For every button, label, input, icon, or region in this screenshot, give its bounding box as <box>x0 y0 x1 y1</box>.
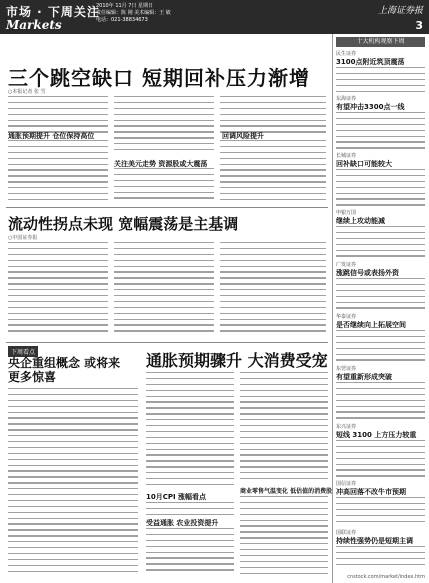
lead-headline: 三个跳空缺口 短期回补压力渐增 <box>8 66 310 90</box>
divider <box>6 342 328 343</box>
newspaper-brand: 上海证券报 <box>377 6 423 16</box>
broker-view-title: 持续性强势仍是短期主调 <box>336 537 413 545</box>
lead-subhead-3: 回调风险提升 <box>222 132 264 140</box>
broker-view-title: 涨跳信号或表扬外资 <box>336 269 399 277</box>
second-text-col3 <box>220 242 326 338</box>
lead-text-col2b <box>114 168 214 204</box>
broker-view-text <box>336 67 425 93</box>
lower-left-title: 央企重组概念 或将来更多惊喜 <box>8 356 121 384</box>
date-line: 2010年 11月 7日 星期日 责任编辑：陈 刚 美术编辑：王 敏 电话：021-38834673 <box>96 3 171 23</box>
section-title: 市场 · 下周关注 <box>6 5 100 19</box>
broker-name: 国信证券 <box>336 481 357 487</box>
broker-view-title: 是否继续向上拓展空间 <box>336 321 406 329</box>
broker-view-title: 回补缺口可能较大 <box>336 160 392 168</box>
second-byline: ○中国证券报 <box>8 235 38 241</box>
broker-view-text <box>336 382 425 420</box>
page-number: 3 <box>415 19 423 32</box>
right-column-header: 十大机构观察下周 <box>336 37 425 47</box>
broker-view-title: 3100点附近筑顶震荡 <box>336 58 405 66</box>
second-text-col1 <box>8 242 108 338</box>
lead-text-col3b <box>220 140 326 204</box>
broker-view-text <box>336 226 425 258</box>
broker-view-text <box>336 440 425 478</box>
lead-text-col2 <box>114 96 214 156</box>
lead-subhead-2: 关注美元走势 资源股或大震荡 <box>114 160 208 168</box>
broker-name: 华泰证券 <box>336 314 357 320</box>
broker-view-text <box>336 112 425 150</box>
broker-view-text <box>336 497 425 527</box>
lower-left-text <box>8 388 138 578</box>
broker-view-title: 短线 3100 上方压力较重 <box>336 431 417 439</box>
broker-view-text <box>336 330 425 362</box>
lead-text-col3 <box>220 96 326 134</box>
lead-text-col1 <box>8 96 108 134</box>
broker-view-text <box>336 169 425 207</box>
lower-subhead-2: 受益通胀 农业投资提升 <box>146 519 219 527</box>
lower-text-col2b <box>240 496 328 578</box>
broker-view-title: 有望冲击3300点一线 <box>336 103 405 111</box>
lower-headline: 通胀预期骤升 大消费受宠 <box>146 351 328 370</box>
lower-text-col1c <box>146 528 234 578</box>
broker-name: 长城证券 <box>336 153 357 159</box>
broker-view-title: 冲高回落不改牛市预期 <box>336 488 406 496</box>
broker-name: 东海证券 <box>336 96 357 102</box>
second-text-col2 <box>114 242 214 338</box>
broker-name: 民生证券 <box>336 51 357 57</box>
second-headline: 流动性拐点未现 宽幅震荡是主基调 <box>8 215 239 233</box>
broker-view-text <box>336 546 425 570</box>
page-header <box>0 0 429 34</box>
lower-subhead-3: 商业零售气温变化 低估值的消费股 <box>240 488 333 495</box>
lower-subhead-1: 10月CPI 涨幅看点 <box>146 493 207 501</box>
broker-view-title: 继续上攻动能减 <box>336 217 385 225</box>
footer-link[interactable]: cnstock.com/market/index.htm <box>347 574 425 580</box>
broker-name: 国联证券 <box>336 530 357 536</box>
broker-name: 申银万国 <box>336 210 357 216</box>
lower-text-col2 <box>240 372 328 484</box>
lower-text-col1b <box>146 502 234 516</box>
divider <box>6 207 328 208</box>
lead-subhead-1: 通胀预期提升 仓位保持高位 <box>8 132 95 140</box>
broker-view-title: 有望重新形成突破 <box>336 373 392 381</box>
section-title-en: Markets <box>6 18 62 32</box>
lower-text-col1 <box>146 372 234 490</box>
broker-name: 广发证券 <box>336 262 357 268</box>
broker-name: 东兴证券 <box>336 424 357 430</box>
broker-name: 东莞证券 <box>336 366 357 372</box>
section-tag: 下周看点 <box>8 346 38 357</box>
broker-view-text <box>336 278 425 310</box>
lead-text-col1b <box>8 140 108 204</box>
lead-byline: ○本报记者 张 雪 <box>8 89 46 95</box>
